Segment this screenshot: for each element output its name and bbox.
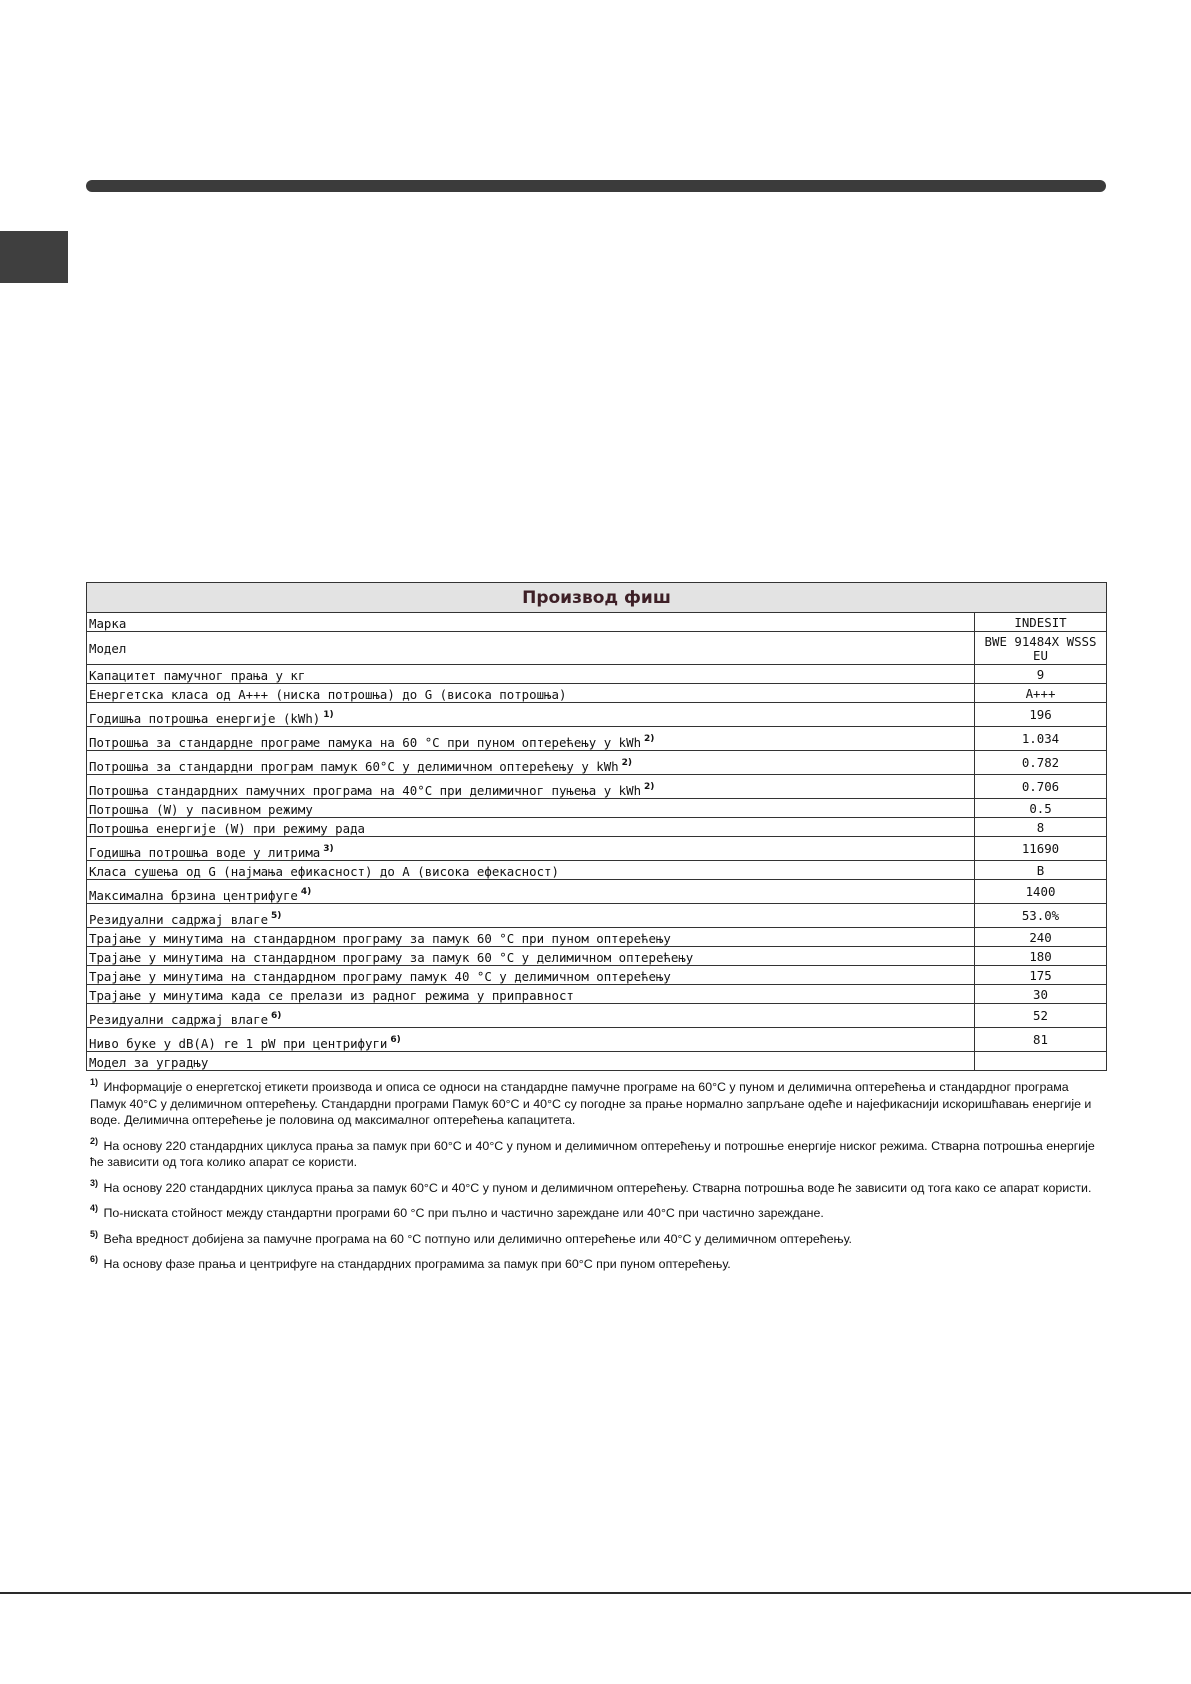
footnote-ref: 5) xyxy=(271,911,282,921)
row-label-cell xyxy=(87,880,975,904)
footnote-mark: 6) xyxy=(90,1254,99,1264)
footnotes xyxy=(90,1079,1106,1282)
row-value: 240 xyxy=(975,928,1107,947)
row-value: 52 xyxy=(975,1004,1107,1028)
row-value xyxy=(975,1052,1107,1071)
table-row xyxy=(87,1004,1107,1028)
footnote-text: Већа вредност добијена за памучне програма на 60 °C потпуно или делимично оптерећење или 40°C у делимичном оптерећењу. xyxy=(103,1231,852,1246)
row-label: Ниво буке у dB(A) re 1 pW при центрифуги xyxy=(89,1036,388,1051)
table-header-row xyxy=(87,583,1107,613)
row-label: Резидуални садржај влаге xyxy=(89,912,269,927)
row-value: 0.5 xyxy=(975,799,1107,818)
table-row xyxy=(87,613,1107,632)
row-label-cell xyxy=(87,751,975,775)
table-row xyxy=(87,1028,1107,1052)
table-row xyxy=(87,799,1107,818)
table-row xyxy=(87,665,1107,684)
table-row xyxy=(87,985,1107,1004)
row-label: Трајање у минутима на стандардном програму за памук 60 °C при пуном оптерећењу xyxy=(87,928,975,947)
product-fiche-table xyxy=(86,582,1107,1071)
row-label-cell xyxy=(87,904,975,928)
footnote-mark: 1) xyxy=(90,1077,99,1087)
footnote-ref: 6) xyxy=(390,1035,401,1045)
row-value: 196 xyxy=(975,703,1107,727)
row-label: Потрошња (W) у пасивном режиму xyxy=(87,799,975,818)
row-label: Потрошња стандардних памучних програма на 40°C при делимичног пуњења у kWh xyxy=(89,783,642,798)
footnote-ref: 2) xyxy=(644,782,655,792)
row-value: 9 xyxy=(975,665,1107,684)
footnote-text: Информације о енергетској етикети производа и описа се односи на стандардне памучне програме на 60°C у пуном и делимична оптерећења и стандардног програма Памук 40°C у делимичном оптерећењу. Стандардни програми Памук 60°C и 40°C су погодне за прање нормално запрљане одеће и најефикаснији искоришћавањ енергије и воде. Делимична оптерећење је половина од максималног оптерећења капацитета. xyxy=(90,1080,1092,1127)
table-row xyxy=(87,727,1107,751)
footnote-mark: 3) xyxy=(90,1177,99,1188)
row-value: 0.782 xyxy=(975,751,1107,775)
row-value: B xyxy=(975,861,1107,880)
footnote xyxy=(90,1135,1106,1171)
row-value: 1.034 xyxy=(975,727,1107,751)
table-row xyxy=(87,904,1107,928)
row-label: Трајање у минутима на стандардном програму за памук 60 °C у делимичном оптерећењу xyxy=(87,947,975,966)
top-divider-bar xyxy=(86,180,1106,192)
table-row xyxy=(87,1052,1107,1071)
footnote-ref: 3) xyxy=(323,844,334,854)
table-row xyxy=(87,947,1107,966)
footnote xyxy=(90,1228,1106,1248)
row-value: 0.706 xyxy=(975,775,1107,799)
footnote-text: На основу 220 стандардних циклуса прања за памук при 60°C и 40°C у пуном и делимичном оптерећењу и потрошње енергије ниског режима. Стварна потрошња енергије ће зависити од тога колико апарат се користи. xyxy=(90,1138,1095,1169)
row-label: Капацитет памучног прања у кг xyxy=(87,665,975,684)
table-row xyxy=(87,751,1107,775)
table-row xyxy=(87,928,1107,947)
footnote xyxy=(90,1177,1106,1197)
table-row xyxy=(87,837,1107,861)
table-row xyxy=(87,861,1107,880)
table-row xyxy=(87,818,1107,837)
footnote-text: На основу 220 стандардних циклуса прања за памук 60°C и 40°C у пуном и делимичном оптерећењу. Стварна потрошња воде ће зависити од тога како се апарат користи. xyxy=(103,1180,1092,1195)
row-label-cell xyxy=(87,1028,975,1052)
row-label: Марка xyxy=(87,613,975,632)
row-value: INDESIT xyxy=(975,613,1107,632)
table-row xyxy=(87,632,1107,665)
footnote-text: По-ниската стойност между стандартни програми 60 °C при пълно и частично зареждане или 40°C при частично зареждане. xyxy=(103,1206,824,1220)
footnote-ref: 2) xyxy=(644,734,655,744)
row-value: 8 xyxy=(975,818,1107,837)
footnote xyxy=(90,1205,1106,1222)
footnote-ref: 1) xyxy=(323,710,334,720)
footnote xyxy=(90,1256,1106,1273)
row-label: Годишња потрошња енергије (kWh) xyxy=(89,711,321,726)
footnote-ref: 4) xyxy=(300,887,312,897)
footnote-mark: 2) xyxy=(90,1135,99,1146)
table-row xyxy=(87,880,1107,904)
row-value: 175 xyxy=(975,966,1107,985)
row-label-cell xyxy=(87,727,975,751)
row-label: Трајање у минутима на стандардном програму памук 40 °C у делимичном оптерећењу xyxy=(87,966,975,985)
row-label: Енергетска класа од A+++ (ниска потрошња) до G (висока потрошња) xyxy=(87,684,975,703)
row-value: 1400 xyxy=(975,880,1107,904)
table-row xyxy=(87,966,1107,985)
row-label: Класа сушења од G (најмања ефикасност) до A (висока ефекасност) xyxy=(87,861,975,880)
row-label: Модел за уградњу xyxy=(87,1052,975,1071)
row-label-cell xyxy=(87,837,975,861)
table-row xyxy=(87,684,1107,703)
row-value: 81 xyxy=(975,1028,1107,1052)
bottom-rule xyxy=(0,1592,1191,1594)
row-label: Резидуални садржај влаге xyxy=(89,1012,269,1027)
row-value: 30 xyxy=(975,985,1107,1004)
row-label-cell xyxy=(87,775,975,799)
table-row xyxy=(87,775,1107,799)
footnote-ref: 6) xyxy=(271,1011,282,1021)
row-value: BWE 91484X WSSS EU xyxy=(975,632,1107,665)
row-label: Максимална брзина центрифуге xyxy=(89,888,298,903)
row-label: Потрошња енергије (W) при режиму рада xyxy=(87,818,975,837)
footnote-mark: 5) xyxy=(90,1228,99,1239)
table-row xyxy=(87,703,1107,727)
footnote-ref: 2) xyxy=(621,758,633,768)
footnote-mark: 4) xyxy=(90,1203,99,1213)
row-label-cell xyxy=(87,703,975,727)
row-value: A+++ xyxy=(975,684,1107,703)
row-value: 53.0% xyxy=(975,904,1107,928)
row-label: Трајање у минутима када се прелази из радног режима у приправност xyxy=(87,985,975,1004)
footnote-text: На основу фазе прања и центрифуге на стандардних програмима за памук при 60°C при пуном оптерећењу. xyxy=(103,1257,731,1271)
footnote xyxy=(90,1079,1106,1129)
row-value: 180 xyxy=(975,947,1107,966)
row-label: Модел xyxy=(87,632,975,665)
row-label: Годишња потрошња воде у литрима xyxy=(89,845,321,860)
row-value: 11690 xyxy=(975,837,1107,861)
row-label: Потрошња за стандардни програм памук 60°C у делимичном оптерећењу у kWh xyxy=(89,759,619,774)
row-label: Потрошња за стандардне програме памука на 60 °C при пуном оптерећењу у kWh xyxy=(89,735,642,750)
table-title: Производ фиш xyxy=(87,583,1107,613)
language-side-tab xyxy=(0,231,68,283)
row-label-cell xyxy=(87,1004,975,1028)
